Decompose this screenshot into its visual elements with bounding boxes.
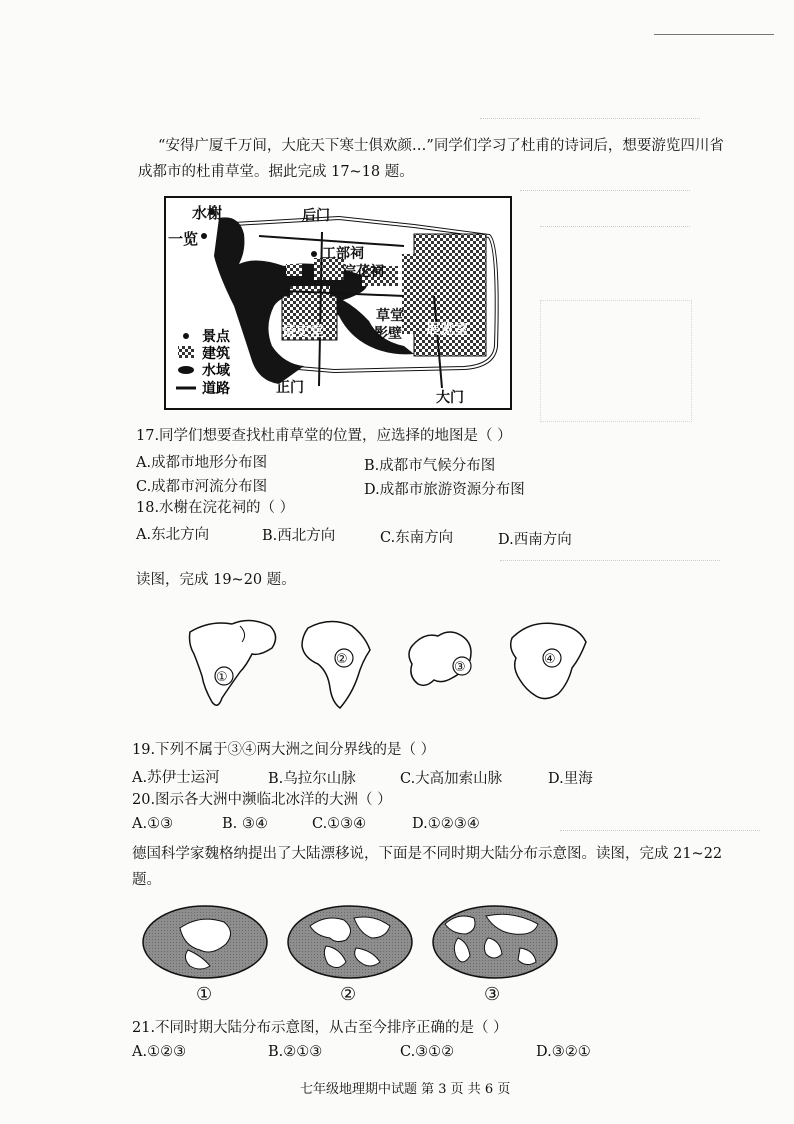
top-rule [654, 34, 774, 35]
q17-stem: 17.同学们想要查找杜甫草堂的位置，应选择的地图是（ ） [136, 428, 512, 444]
page-footer: 七年级地理期中试题 第 3 页 共 6 页 [300, 1082, 511, 1097]
intro-text-line1: “安得广厦千万间，大庇天下寒士俱欢颜…”同学们学习了杜甫的诗词后，想要游览四川省 [158, 138, 724, 154]
q21-option-b[interactable]: B.②①③ [268, 1044, 323, 1060]
intro3-text-line1: 德国科学家魏格纳提出了大陆漂移说，下面是不同时期大陆分布示意图。读图，完成 21~22 [132, 846, 723, 862]
q17-option-b[interactable]: B.成都市气候分布图 [364, 458, 496, 474]
globe-label-1: ① [196, 984, 213, 1005]
globe-2 [288, 906, 412, 978]
q18-stem: 18.水榭在浣花祠的（ ） [136, 500, 295, 516]
q17-option-a[interactable]: A.成都市地形分布图 [136, 455, 268, 471]
q19-option-c[interactable]: C.大高加索山脉 [400, 771, 503, 787]
intro3-text-line2: 题。 [132, 872, 161, 888]
q21-option-a[interactable]: A.①②③ [132, 1044, 187, 1060]
q20-option-d[interactable]: D.①②③④ [412, 816, 480, 832]
continent-label-2: ② [336, 652, 348, 667]
intro-text-line2: 成都市的杜甫草堂。据此完成 17~18 题。 [138, 164, 414, 180]
q18-option-c[interactable]: C.东南方向 [380, 530, 454, 546]
continent-label-3: ③ [454, 660, 466, 675]
label-ying: 影壁 [374, 326, 402, 342]
q21-option-d[interactable]: D.③②① [536, 1044, 591, 1060]
label-yilan: 一览 [168, 230, 199, 248]
spot-gongbuci [311, 251, 317, 257]
q19-option-b[interactable]: B.乌拉尔山脉 [268, 771, 356, 787]
q20-option-a[interactable]: A.①③ [132, 816, 174, 832]
label-huanhuaci: 浣花祠 [342, 264, 384, 280]
continents-figure [180, 606, 590, 718]
continent-label-1: ① [216, 670, 228, 685]
legend-water: 水域 [202, 363, 230, 379]
label-dalanshi: 展览室 [426, 322, 468, 338]
q18-option-d[interactable]: D.西南方向 [498, 532, 572, 548]
q17-option-d[interactable]: D.成都市旅游资源分布图 [364, 482, 525, 498]
q21-stem: 21.不同时期大陆分布示意图，从古至今排序正确的是（ ） [132, 1020, 508, 1036]
globe-label-3: ③ [484, 984, 501, 1005]
intro2-text: 读图，完成 19~20 题。 [136, 572, 296, 588]
label-zhengmen: 正门 [276, 380, 304, 396]
label-gongbuci: 工部祠 [322, 246, 364, 262]
legend-building: 建筑 [202, 346, 230, 362]
label-shishitang: 诗史堂 [282, 324, 324, 340]
label-houmen: 后门 [302, 208, 330, 224]
q19-stem: 19.下列不属于③④两大洲之间分界线的是（ ） [132, 742, 436, 758]
continent-label-4: ④ [544, 652, 556, 667]
label-caotang: 草堂 [376, 308, 404, 324]
q21-option-c[interactable]: C.③①② [400, 1044, 455, 1060]
q18-option-a[interactable]: A.东北方向 [136, 527, 210, 543]
legend-spot: 景点 [202, 329, 230, 345]
label-damen: 大门 [436, 390, 464, 406]
q18-option-b[interactable]: B.西北方向 [262, 528, 336, 544]
q19-option-d[interactable]: D.里海 [548, 771, 593, 787]
q20-option-b[interactable]: B. ③④ [222, 816, 268, 832]
continental-drift-figure [140, 900, 560, 1012]
continent-north-america [190, 620, 276, 705]
globe-label-2: ② [340, 984, 357, 1005]
q19-option-a[interactable]: A.苏伊士运河 [132, 770, 220, 786]
label-shuixie: 水榭 [192, 204, 223, 222]
legend-road: 道路 [202, 381, 230, 397]
dufu-cottage-map [164, 196, 512, 410]
q17-option-c[interactable]: C.成都市河流分布图 [136, 479, 268, 495]
q20-option-c[interactable]: C.①③④ [312, 816, 367, 832]
q20-stem: 20.图示各大洲中濒临北冰洋的大洲（ ） [132, 792, 392, 808]
spot-yilan [201, 233, 207, 239]
